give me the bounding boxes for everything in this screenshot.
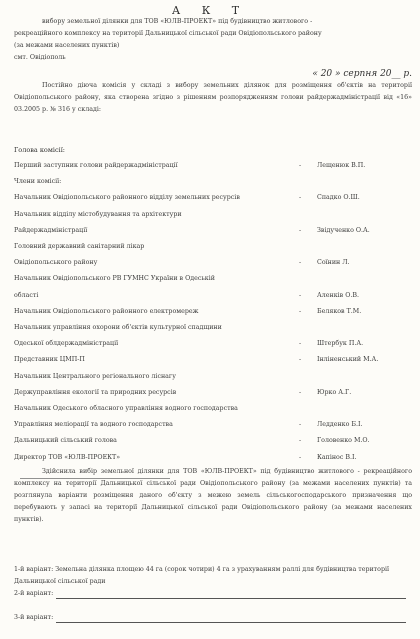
member-name: Капінос В.І. xyxy=(317,453,357,461)
member-role: Райдержадміністрації xyxy=(14,226,88,234)
member-row xyxy=(14,338,412,350)
selection-paragraph: Здійснила вибір земельної ділянки для ТОВ «ЮЛВ-ПРОЕКТ» під будівництво житлового - рекреаційного комплексу на території Дальницької сільської ради Овідіопольського району (за межами населених пунктів) та розглянула варіанти розміщення даного об'єкту з межею земель сільськогосподарського призначення що перебувають у запасі на території Дальницької сільської ради Овідіопольського району (за межами населених пунктів). xyxy=(14,468,412,523)
member-row xyxy=(14,209,412,221)
member-name: Беляков Т.М. xyxy=(317,307,362,315)
member-row xyxy=(14,225,412,237)
member-name: Аленків О.В. xyxy=(317,291,359,299)
member-role: Члени комісії: xyxy=(14,178,62,186)
member-name: Лещенюк В.П. xyxy=(317,162,366,169)
intro-line-3: (за межами населених пунктів) xyxy=(14,42,120,49)
member-row xyxy=(14,419,412,431)
member-role: Директор ТОВ «ЮЛВ-ПРОЕКТ» xyxy=(14,453,121,461)
member-row xyxy=(14,306,412,318)
member-role: Начальник відділу містобудування та архітектури xyxy=(14,210,182,218)
member-name: Головенко М.О. xyxy=(317,437,370,445)
member-name: Ледденко Б.І. xyxy=(317,421,363,429)
member-role: Представник ЦМП-П xyxy=(14,356,85,364)
member-role: області xyxy=(14,291,39,299)
member-role: Овідіопольського району xyxy=(14,259,98,267)
member-role: Начальник Овідіопольського районного відділу земельних ресурсів xyxy=(14,194,240,202)
variant-3-label: 3-й варіант: xyxy=(14,614,54,621)
member-dash: - xyxy=(299,291,302,299)
member-role: Держуправління екології та природних ресурсів xyxy=(14,388,177,396)
commission-paragraph: Постійно діюча комісія у складі з вибору земельних ділянок для розміщення об'єктів на території Овідіопольського району, яка створена згідно з рішенням розпорядженням голови райдержадміністрації від «16» 03.2005 р. № 316 у складі: xyxy=(14,82,412,113)
member-row xyxy=(14,452,412,464)
member-dash: - xyxy=(299,388,302,396)
member-dash: - xyxy=(299,453,302,461)
document-date: « 20 » серпня 20__ р. xyxy=(312,69,412,79)
member-role: Начальник Овідіопольського РВ ГУМНС України в Одеській xyxy=(14,275,215,283)
member-name: Інліненський М.А. xyxy=(317,356,379,364)
member-dash: - xyxy=(299,226,302,234)
member-row xyxy=(14,435,412,447)
member-row xyxy=(14,273,412,285)
member-name: Юрко А.Г. xyxy=(317,388,352,396)
member-row xyxy=(14,354,412,366)
member-name: Спадко О.Ш. xyxy=(317,194,360,202)
variant-1: 1-й варіант: Земельна ділянка площею 44 га (сорок чотири) 4 га з урахуванням раллі для будівництва території Дальницької сільської ради xyxy=(14,566,390,585)
member-dash: - xyxy=(299,194,302,202)
intro-place: смт. Овідіополь xyxy=(14,54,66,61)
member-dash: - xyxy=(299,437,302,445)
member-dash: - xyxy=(299,259,302,267)
member-name: Соїнин Л. xyxy=(317,259,350,267)
member-role: Головний державний санітарний лікар xyxy=(14,243,145,250)
variant-2-label: 2-й варіант: xyxy=(14,590,54,597)
member-dash: - xyxy=(299,421,302,429)
intro-line-2: рекреаційного комплексу на території Дальницької сільської ради Овідіопольського району xyxy=(14,30,322,37)
chair-heading: Голова комісії: xyxy=(14,146,65,154)
member-row xyxy=(14,160,412,172)
member-role: Перший заступник голови райдержадміністрації xyxy=(14,162,178,169)
member-name: Штербук П.А. xyxy=(317,340,364,348)
intro-line-1: вибору земельної ділянки для ТОВ «ЮЛВ-ПРОЕКТ» під будівництво житлового - xyxy=(42,18,313,25)
variant-2-blank xyxy=(56,598,406,599)
member-role: Начальник управління охорони об'єктів культурної спадщини xyxy=(14,324,222,331)
member-row xyxy=(14,192,412,204)
member-role: Начальник Центрального регіонального ліснагу xyxy=(14,372,176,380)
member-role: Начальник Овідіопольського районного електромереж xyxy=(14,307,199,315)
member-row xyxy=(14,371,412,383)
member-row xyxy=(14,403,412,415)
member-row xyxy=(14,290,412,302)
member-row xyxy=(14,322,412,334)
member-role: Управління меліорації та водного господарства xyxy=(14,421,173,429)
member-role: Начальник Одеського обласного управління водного господарства xyxy=(14,405,238,412)
document-title: А К Т xyxy=(171,4,249,17)
member-dash: - xyxy=(299,307,302,315)
member-row xyxy=(14,257,412,269)
member-role: Одеської облдержадміністрації xyxy=(14,340,119,348)
variant-3-blank xyxy=(56,622,406,623)
scan-underline xyxy=(20,478,170,479)
member-role: Дальницький сільський голова xyxy=(14,437,117,445)
member-name: Звідученко О.А. xyxy=(317,226,370,234)
member-row xyxy=(14,387,412,399)
member-row xyxy=(14,176,412,188)
member-dash: - xyxy=(299,356,302,364)
member-dash: - xyxy=(299,340,302,348)
member-dash: - xyxy=(299,162,302,169)
member-row xyxy=(14,241,412,253)
